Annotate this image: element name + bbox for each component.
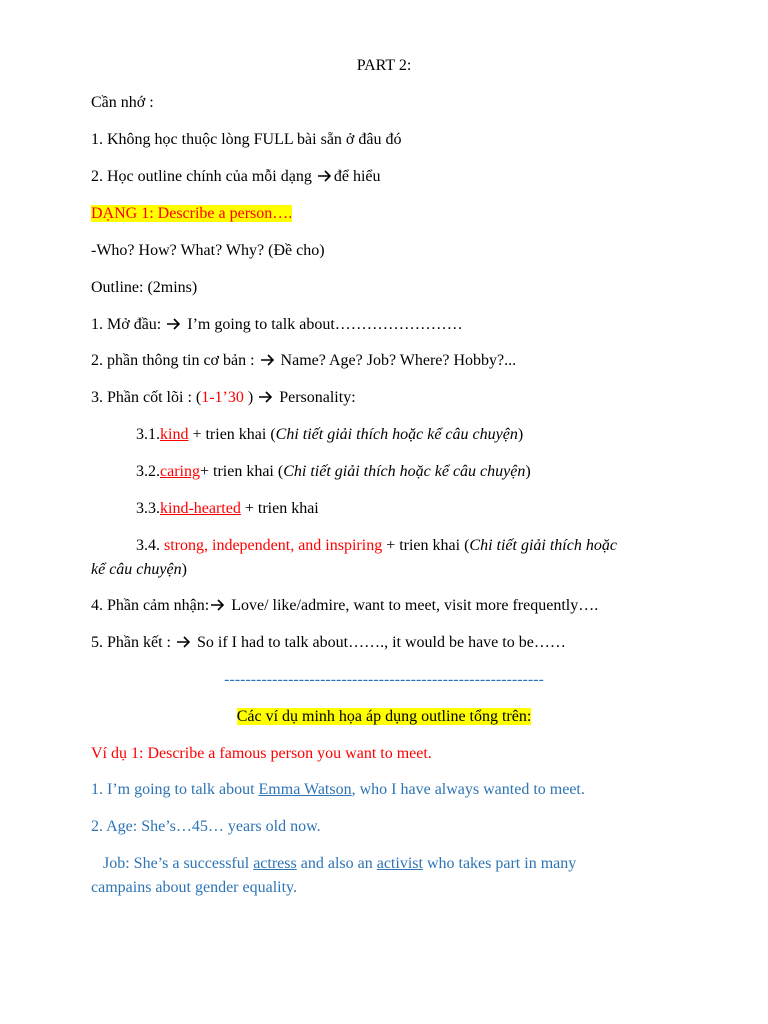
outline-item-3-label: 3. Phần cốt lõi : ( xyxy=(91,389,202,406)
part-title: PART 2: xyxy=(356,57,412,74)
outline-item-4 xyxy=(91,594,681,618)
item-end: ) xyxy=(181,561,187,578)
trait-strong-independent-inspiring: strong, independent, and inspiring xyxy=(164,537,383,554)
outline-item-3-time: 1-1’30 xyxy=(201,389,244,406)
item-number: 3.2. xyxy=(136,463,160,480)
item-number: 3.1. xyxy=(136,426,160,443)
outline-item-2-text: Name? Age? Job? Where? Hobby?... xyxy=(276,352,517,369)
section-divider: ------------------------------------------------------------ xyxy=(224,671,544,688)
item-number: 3.4. xyxy=(136,537,164,554)
example-text: , who I have always wanted to meet. xyxy=(351,781,585,798)
item-italic: Chi tiết giải thích hoặc kể câu chuyện xyxy=(283,463,526,480)
outline-item-5-label: 5. Phần kết : xyxy=(91,634,175,651)
item-text: + trien khai ( xyxy=(188,426,276,443)
trait-kind: kind xyxy=(160,426,189,443)
example-1-line-1 xyxy=(91,778,681,802)
trait-kind-hearted: kind-hearted xyxy=(160,500,241,517)
item-italic-cont: kể câu chuyện xyxy=(91,561,182,578)
right-arrow-icon xyxy=(167,318,181,330)
outline-label: Outline: (2mins) xyxy=(91,279,198,296)
item-number: 3.3. xyxy=(136,500,160,517)
item-italic: Chi tiết giải thích hoặc kể câu chuyện xyxy=(275,426,518,443)
tip-2 xyxy=(91,165,681,189)
questions-line: -Who? How? What? Why? (Đề cho) xyxy=(91,242,325,259)
person-name: Emma Watson xyxy=(258,781,352,798)
right-arrow-icon xyxy=(318,170,332,182)
type-1-heading xyxy=(91,202,681,226)
outline-item-1-label: 1. Mở đầu: xyxy=(91,316,166,333)
right-arrow-icon xyxy=(261,354,275,366)
personality-3-2 xyxy=(136,460,681,484)
example-1-line-2: 2. Age: She’s…45… years old now. xyxy=(91,818,321,835)
right-arrow-icon xyxy=(177,636,191,648)
outline-item-3-text: Personality: xyxy=(275,389,356,406)
job-activist: activist xyxy=(376,855,423,872)
outline-item-5 xyxy=(91,631,681,655)
example-text: and also an xyxy=(296,855,377,872)
tip-2-text: 2. Học outline chính của mỗi dạng xyxy=(91,168,316,185)
tip-1: 1. Không học thuộc lòng FULL bài sẵn ở đâu đó xyxy=(91,131,402,148)
type-1-heading-text: DẠNG 1: Describe a person…. xyxy=(91,205,293,222)
outline-item-1 xyxy=(91,313,681,337)
right-arrow-icon xyxy=(259,391,273,403)
outline-item-4-text: Love/ like/admire, want to meet, visit more frequently…. xyxy=(227,597,599,614)
example-1-line-3-cont: campains about gender equality. xyxy=(91,879,297,896)
right-arrow-icon xyxy=(211,599,225,611)
item-text: + trien khai ( xyxy=(382,537,470,554)
remember-label: Cần nhớ : xyxy=(91,94,154,111)
example-text: 1. I’m going to talk about xyxy=(91,781,259,798)
example-1-heading: Ví dụ 1: Describe a famous person you want to meet. xyxy=(91,745,432,762)
job-actress: actress xyxy=(253,855,297,872)
outline-item-2-label: 2. phần thông tin cơ bản : xyxy=(91,352,259,369)
outline-item-4-label: 4. Phần cảm nhận: xyxy=(91,597,210,614)
example-1-line-3 xyxy=(91,852,681,876)
examples-heading-text: Các ví dụ minh họa áp dụng outline tổng trên: xyxy=(236,708,532,725)
outline-item-1-text: I’m going to talk about…………………… xyxy=(183,316,463,333)
item-italic: Chi tiết giải thích hoặc xyxy=(469,537,617,554)
outline-item-2 xyxy=(91,349,681,373)
item-end: ) xyxy=(525,463,531,480)
item-text: + trien khai xyxy=(240,500,319,517)
personality-3-4 xyxy=(136,534,681,558)
item-text: + trien khai ( xyxy=(199,463,284,480)
personality-3-3 xyxy=(136,497,681,521)
outline-item-3 xyxy=(91,386,681,410)
outline-item-3-mid: ) xyxy=(243,389,258,406)
examples-heading xyxy=(0,705,768,729)
personality-3-4-cont xyxy=(91,558,681,582)
outline-item-5-text: So if I had to talk about……., it would be have to be…… xyxy=(193,634,566,651)
trait-caring: caring xyxy=(160,463,200,480)
example-text: who takes part in many xyxy=(422,855,577,872)
personality-3-1 xyxy=(136,423,681,447)
item-end: ) xyxy=(517,426,524,443)
example-text: Job: She’s a successful xyxy=(91,855,254,872)
tip-2-end: để hiểu xyxy=(333,168,381,185)
